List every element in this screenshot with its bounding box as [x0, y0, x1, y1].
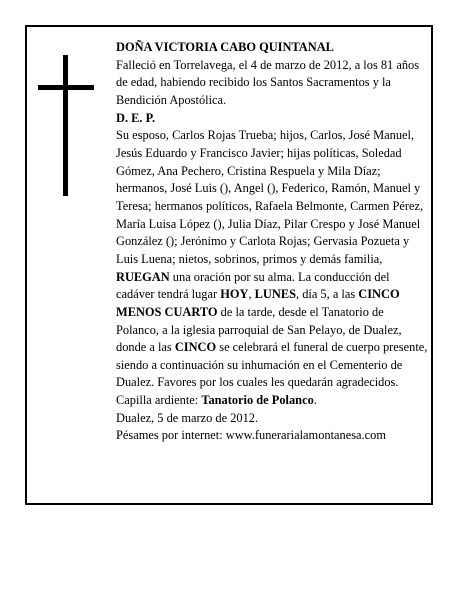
family-list: Su esposo, Carlos Rojas Trueba; hijos, Carlos, José Manuel, Jesús Eduardo y Francisco Javier; hijas políticas, Soledad Gómez, Ana Pechero, Cristina Respuela y Mila Díaz; hermanos, José Luis (), Angel (), Federico, Ramón, Manuel y Teresa; hermanos políticos, Rafaela Belmonte, Carmen Pérez, María Luisa López (), Julia Díaz, Pilar Crespo y José Manuel González (); Jerónimo y Carlota Rojas; Gervasia Pozueta y Luis Luena; nietos, sobrinos, primos y demás familia, [116, 128, 424, 266]
deceased-name: DOÑA VICTORIA CABO QUINTANAL [116, 40, 334, 54]
funeral-time: CINCO [174, 340, 217, 355]
lunes-word: LUNES [254, 287, 296, 302]
cross-icon-bar [38, 85, 94, 90]
hoy-word: HOY [220, 287, 249, 302]
ruegan-word: RUEGAN [116, 269, 170, 284]
online-condolences: Pésames por internet: www.funerarialamontanesa.com [116, 428, 386, 443]
dep-line: D. E. P. [116, 110, 156, 125]
death-info: Falleció en Torrelavega, el 4 de marzo de 2012, a los 81 años de edad, habiendo recibido los Santos Sacramentos y la Bendición Apostólica. [116, 57, 420, 107]
date-line: Dualez, 5 de marzo de 2012. [116, 410, 259, 425]
ceremony-details: RUEGAN una oración por su alma. La conducción del cadáver tendrá lugar HOY, LUNES, día 5, a las CINCO MENOS CUARTO de la tarde, desde el Tanatorio de Polanco, a la iglesia parroquial de San Pelayo, de Dualez, donde a las CINCO se celebrará el funeral de cuerpo presente, siendo a continuación su inhumación en el Cementerio de Dualez. Favores por los cuales les quedarán agradecidos. Capilla ardiente: Tanatorio de Polanco. [116, 269, 428, 408]
cross-icon [63, 55, 68, 196]
obituary-text [116, 39, 428, 445]
departure-time: CINCO MENOS CUARTO [116, 287, 400, 319]
chapel-name: Tanatorio de Polanco [201, 393, 314, 408]
